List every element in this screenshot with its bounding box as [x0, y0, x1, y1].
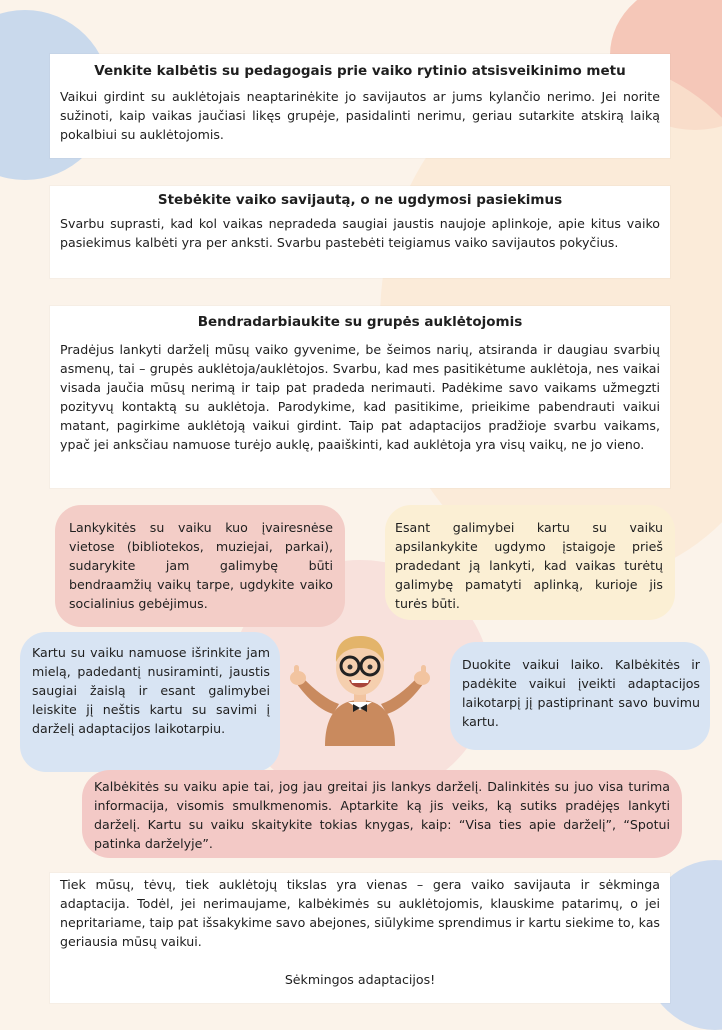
tip-talk-about — [82, 770, 682, 858]
closing-body: Tiek mūsų, tėvų, tiek auklėtojų tikslas yra vienas – gera vaiko savijauta ir sėkminga adaptacija. Todėl, jei nerimaujame, kalbėkimės su auklėtojomis, klauskime patarimų, o jei nepritariame, taip pat išsakykime savo abejones, siūlykime sprendimus ir kartu siekime to, kas geriausia mūsų vaikui. — [60, 877, 660, 950]
section-card-cooperation — [50, 306, 670, 488]
section-title: Venkite kalbėtis su pedagogais prie vaiko rytinio atsisveikinimo metu — [94, 63, 626, 79]
tip-visit-school — [385, 505, 675, 620]
tip-text: Duokite vaikui laiko. Kalbėkitės ir padėkite vaikui įveikti adaptacijos laikotarpį jį pastiprinant savo buvimu kartu. — [462, 657, 700, 729]
closing-wish: Sėkmingos adaptacijos! — [284, 971, 436, 987]
section-body: Vaikui girdint su auklėtojais neaptarinėkite jo savijautos ar jums kylančio nerimo. Jei norite sužinoti, kaip vaikas jaučiasi likęs grupėje, pasidalinti nerimu, geriau sutarkite atskirą laiką pokalbiui su auklėtojomis. — [60, 88, 660, 142]
section-title: Bendradarbiaukite su grupės auklėtojomis — [197, 314, 523, 330]
tip-visit-places — [55, 505, 345, 627]
section-card-wellbeing — [50, 186, 670, 278]
tip-text: Lankykitės su vaiku kuo įvairesnėse vietose (bibliotekos, muziejai, parkai), sudarykite jam galimybę būti bendraamžių vaikų tarpe, ugdykite vaiko socialinius gebėjimus. — [69, 520, 333, 611]
section-card-morning — [50, 54, 670, 158]
tip-text: Kalbėkitės su vaiku apie tai, jog jau greitai jis lankys darželį. Dalinkitės su juo visa turima informacija, visomis smulkmenomis. Aptarkite ką jis veiks, ką sutiks pradėjęs lankyti darželį. Kartu su vaiku skaitykite tokias knygas, kaip: “Visa ties apie darželį”, “Spotui patinka darželyje”. — [94, 779, 670, 851]
section-title: Stebėkite vaiko savijautą, o ne ugdymosi pasiekimus — [157, 192, 563, 208]
tip-text: Esant galimybei kartu su vaiku apsilankykite ugdymo įstaigoje prieš pradedant ją lankyti, kad vaikas turėtų galimybę pamatyti aplinką, kurioje jis turės būti. — [395, 520, 663, 611]
child-illustration — [285, 618, 435, 746]
section-body: Svarbu suprasti, kad kol vaikas nepradeda saugiai jaustis naujoje aplinkoje, apie kitus vaiko pasiekimus kalbėti yra per anksti. Svarbu pastebėti teigiamus vaiko savijautos pokyčius. — [60, 215, 660, 250]
closing-card — [50, 873, 670, 1003]
section-body: Pradėjus lankyti darželį mūsų vaiko gyvenime, be šeimos narių, atsiranda ir daugiau svarbių asmenų, tai – grupės auklėtoja/auklėtojos. Svarbu, kad mes pasitikėtume auklėtoja, nes vaikai visada jaučia mūsų nerimą ir taip pat pradeda nerimauti. Padėkime savo vaikams užmegzti pozityvų kontaktą su auklėtoja. Parodykime, kad pasitikime, prieikime pabendrauti vaikui matant, pagirkime auklėtoją vaikui girdint. Taip pat adaptacijos pradžioje svarbu vaikams, ypač jei anksčiau namuose turėjo auklę, paaiškinti, kad auklėtoja yra visų vaikų, ne jo vieno. — [60, 341, 660, 453]
tip-text: Kartu su vaiku namuose išrinkite jam mielą, padedantį nusiraminti, jaustis saugiai žaislą ir esant galimybei leiskite jį neštis kartu su savimi į darželį adaptacijos laikotarpiu. — [32, 645, 270, 736]
tip-favorite-toy — [20, 632, 280, 772]
tip-give-time — [450, 642, 710, 750]
